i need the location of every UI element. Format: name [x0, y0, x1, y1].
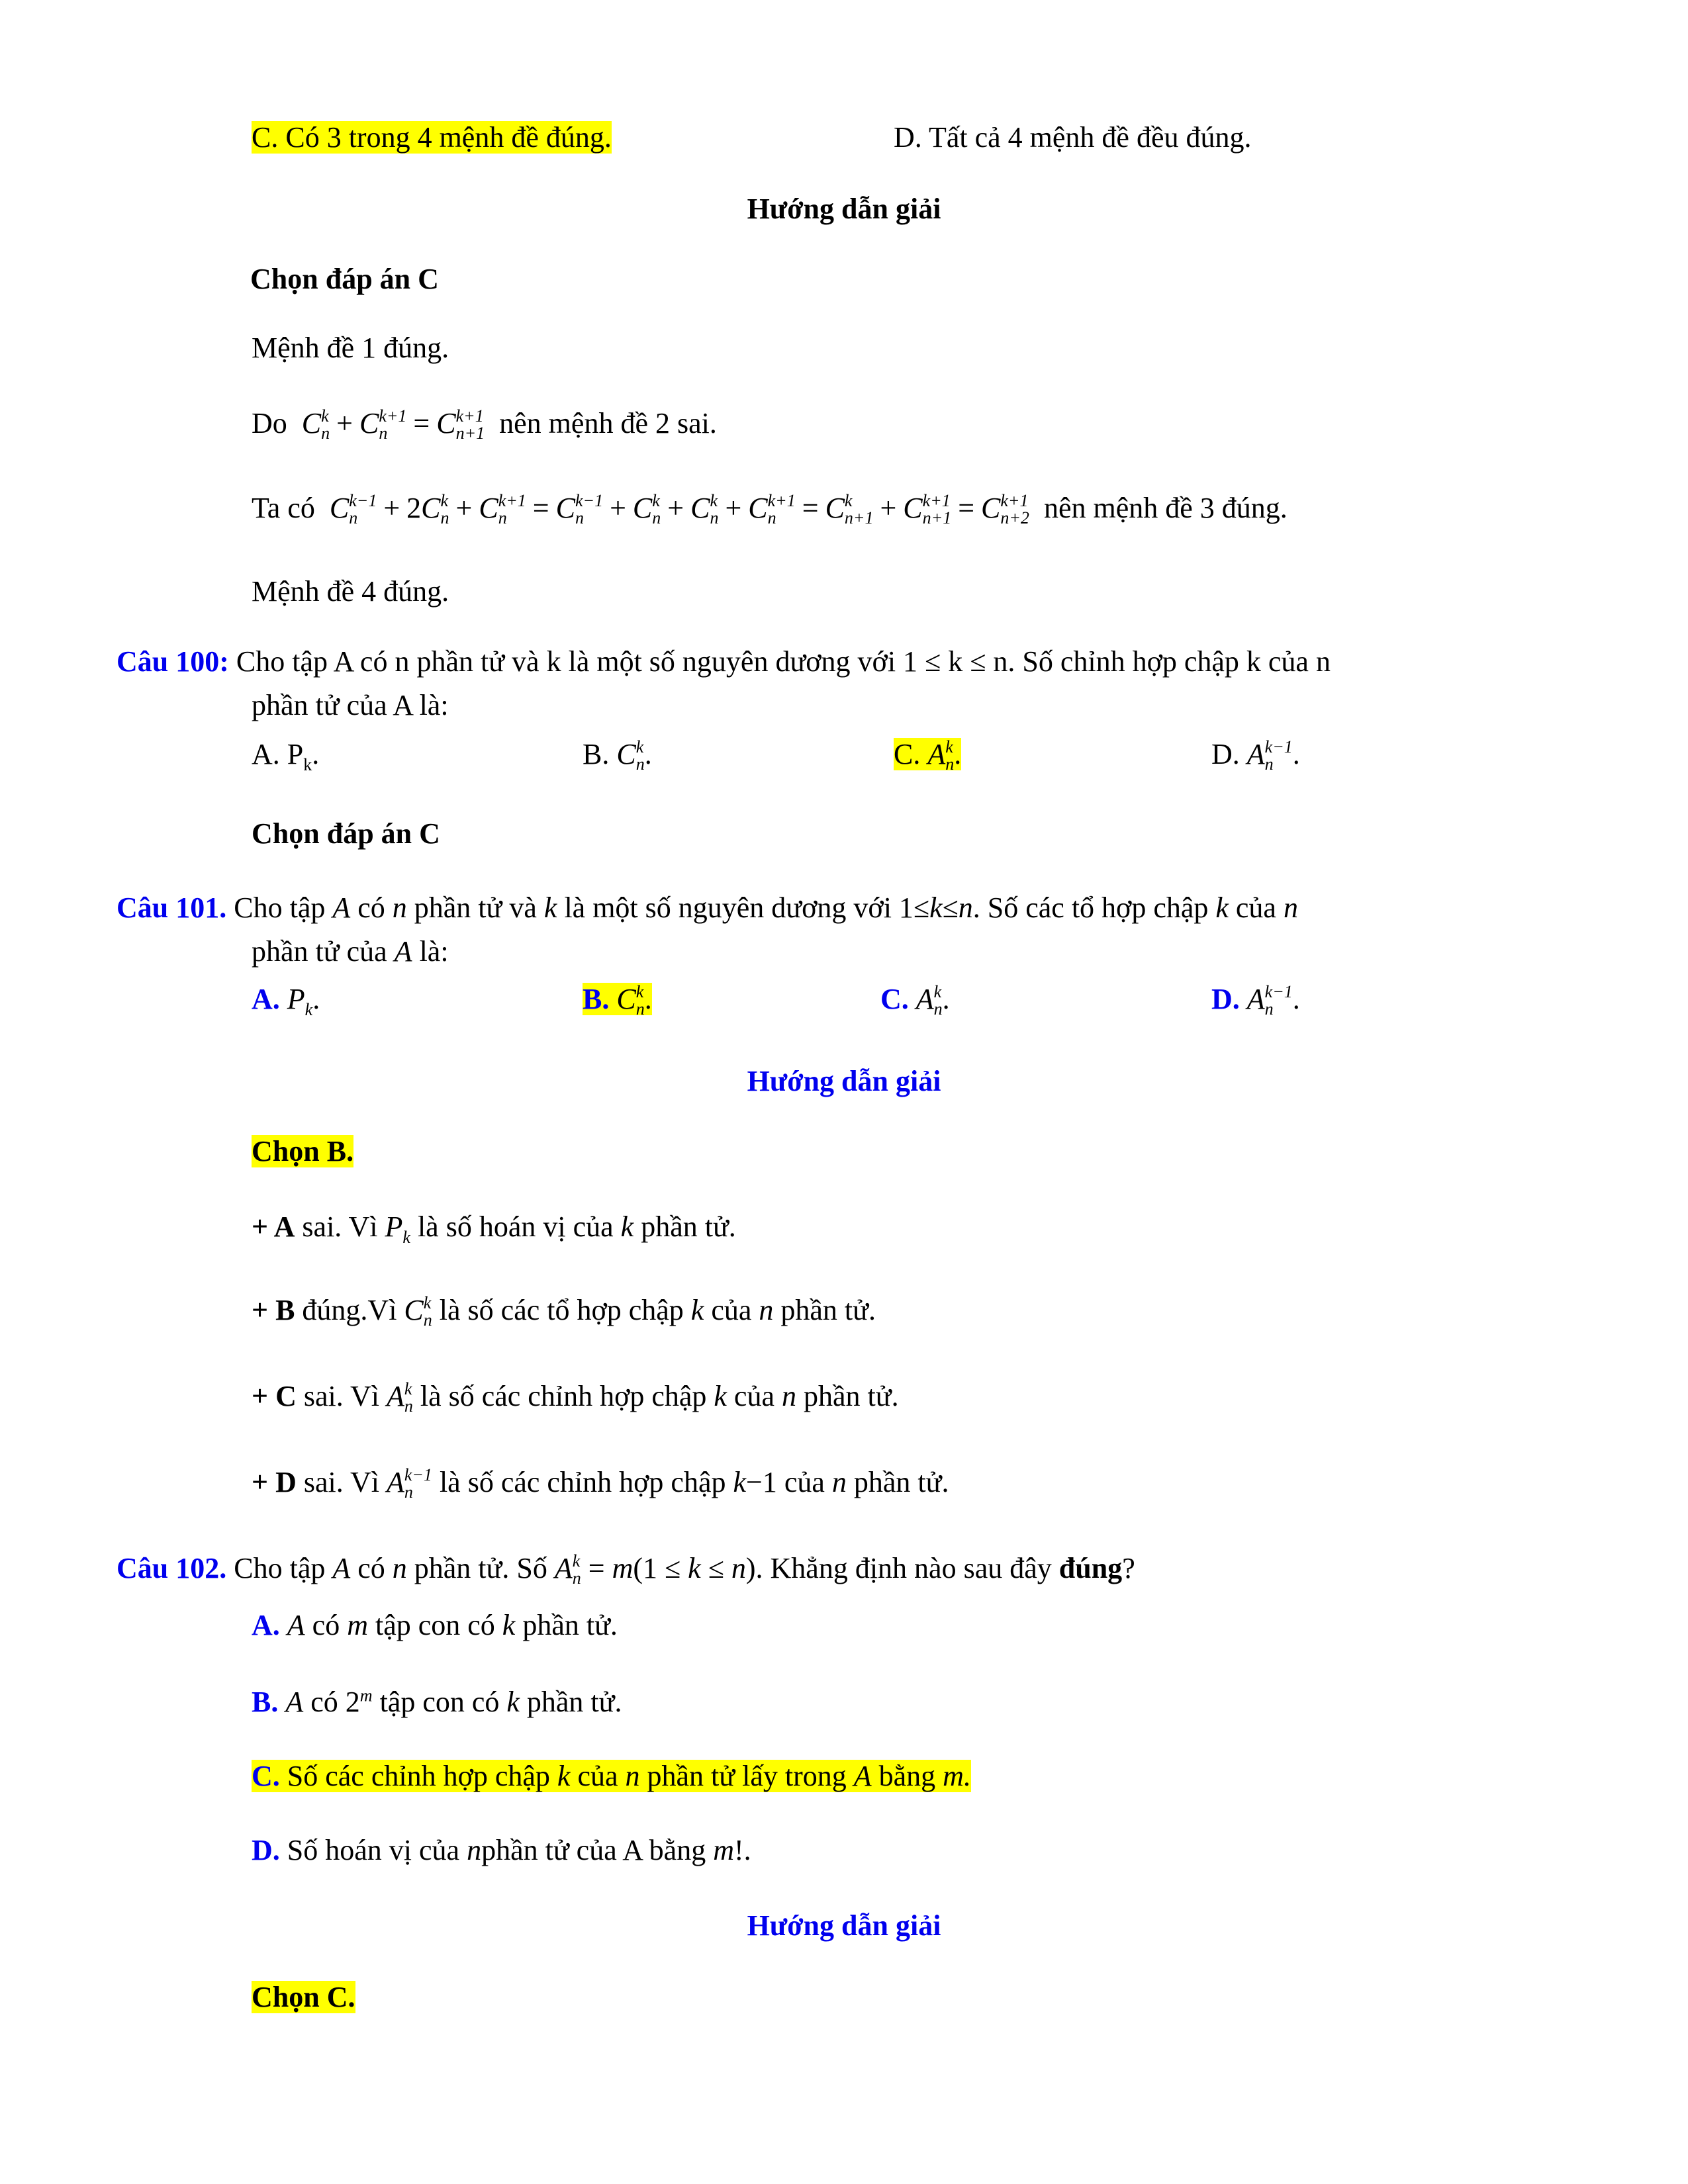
q102-option-c: C. Số các chỉnh hợp chập k của n phần tử lấy trong A bằng m. — [252, 1760, 971, 1792]
option-c: C. Có 3 trong 4 mệnh đề đúng. — [252, 121, 612, 154]
answer-choice: Chọn đáp án C — [250, 263, 439, 295]
q102-answer: Chọn C. — [252, 1981, 355, 2013]
q102-option-a: A. A có m tập con có k phần tử. — [252, 1609, 618, 1641]
q102-option-b: B. A có 2$^m$ tập con có k phần tử. — [252, 1686, 622, 1718]
question-100-cont: phần tử của A là: — [252, 689, 449, 721]
q101-explain-b: + B đúng.Vì C k n là số các tổ hợp chập k của n phần tử. — [252, 1293, 876, 1330]
q100-option-c: C. A k n . — [894, 737, 962, 774]
q101-option-a: A. $P_k$. — [252, 983, 320, 1019]
q100-answer: Chọn đáp án C — [252, 817, 440, 850]
q101-answer: Chọn B. — [252, 1135, 354, 1167]
q101-explain-a: + A sai. Vì $P_k$ là số hoán vị của k phần tử. — [252, 1210, 736, 1247]
question-100: Câu 100: Cho tập A có n phần tử và k là một số nguyên dương với 1 ≤ k ≤ n. Số chỉnh hợp chập k của n — [117, 645, 1331, 678]
question-101: Câu 101. Cho tập A có n phần tử và k là một số nguyên dương với 1≤k≤n. Số các tổ hợp chập k của n — [117, 891, 1298, 924]
statement-3: Ta có C k−1 n + 2C k n + C k+1 n = C k−1 n + C k n + C k n + C k+1 n = C k n+1 + C k+1 n+1 = C k+1 n+2 nên mệnh đề 3 đúng. — [252, 490, 1288, 527]
q100-option-d: D. A k−1 n . — [1211, 737, 1300, 774]
question-102: Câu 102. Cho tập A có n phần tử. Số A k n = m(1 ≤ k ≤ n). Khẳng định nào sau đây đúng? — [117, 1551, 1135, 1588]
q100-option-a: A. $P_k$. — [252, 738, 320, 774]
statement-2: Do C k n + C k+1 n = C k+1 n+1 nên mệnh đề 2 sai. — [252, 406, 717, 443]
question-101-cont: phần tử của A là: — [252, 935, 449, 968]
q101-option-b: B. C k n . — [583, 981, 652, 1019]
option-d: D. Tất cả 4 mệnh đề đều đúng. — [894, 121, 1252, 154]
statement-1: Mệnh đề 1 đúng. — [252, 332, 449, 364]
q102-solution-heading: Hướng dẫn giải — [747, 1909, 941, 1942]
q101-explain-d: + D sai. Vì A k−1 n là số các chỉnh hợp chập k−1 của n phần tử. — [252, 1465, 949, 1502]
q101-option-d: D. A k−1 n . — [1211, 981, 1300, 1019]
q100-option-b: B. C k n . — [583, 737, 652, 774]
q101-option-c: C. A k n . — [880, 981, 950, 1019]
q102-option-d: D. Số hoán vị của nphần tử của A bằng m!. — [252, 1834, 751, 1866]
q101-explain-c: + C sai. Vì A k n là số các chỉnh hợp chập k của n phần tử. — [252, 1379, 899, 1416]
statement-4: Mệnh đề 4 đúng. — [252, 575, 449, 608]
solution-heading: Hướng dẫn giải — [747, 193, 941, 225]
q101-solution-heading: Hướng dẫn giải — [747, 1065, 941, 1097]
